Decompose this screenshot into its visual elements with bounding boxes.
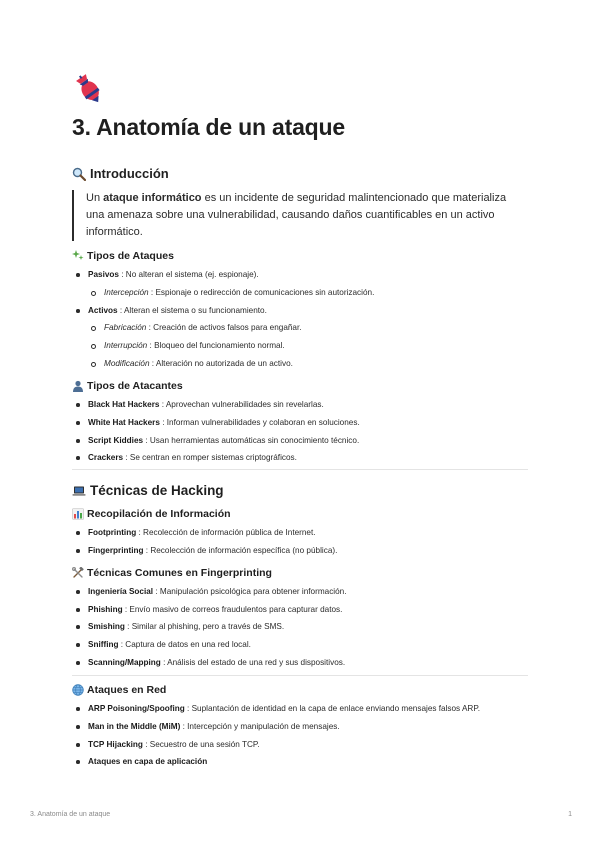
item-desc: : Envío masivo de correos fraudulentos para capturar datos. [124, 605, 343, 614]
item-term: Activos [88, 306, 118, 315]
red-heading-text: Ataques en Red [87, 684, 167, 696]
list-item [88, 622, 284, 631]
item-term: Fabricación [104, 323, 147, 332]
item-term: Ataques en capa de aplicación [88, 757, 208, 766]
red-heading [72, 684, 166, 696]
item-desc: : Se centran en romper sistemas criptográficos. [125, 453, 297, 462]
item-desc: : Similar al phishing, pero a través de SMS. [127, 622, 285, 631]
list-item [104, 288, 374, 297]
item-desc: : Secuestro de una sesión TCP. [145, 740, 260, 749]
tipos-ataques-heading-text: Tipos de Ataques [87, 250, 174, 262]
recopilacion-heading [72, 508, 231, 520]
list-item [88, 722, 340, 731]
footer-title: 3. Anatomía de un ataque [30, 811, 111, 818]
item-term: Scanning/Mapping [88, 658, 161, 667]
item-term: Pasivos [88, 270, 119, 279]
item-term: Phishing [88, 605, 123, 614]
item-desc: : Espionaje o redirección de comunicaciones sin autorización. [150, 288, 375, 297]
item-term: Ingeniería Social [88, 587, 154, 596]
item-desc: : Análisis del estado de una red y sus dispositivos. [163, 658, 346, 667]
sparkles-icon [72, 250, 84, 262]
item-desc: : Creación de activos falsos para engañar. [148, 323, 302, 332]
intro-heading [72, 166, 169, 181]
list-item [88, 528, 316, 537]
divider [72, 675, 528, 676]
item-desc: : Captura de datos en una red local. [120, 640, 251, 649]
laptop-icon [72, 484, 86, 498]
list-item [88, 704, 480, 713]
item-term: Script Kiddies [88, 436, 144, 445]
list-item [88, 306, 267, 315]
item-desc: : Informan vulnerabilidades y colaboran en soluciones. [162, 418, 360, 427]
item-term: TCP Hijacking [88, 740, 143, 749]
tipos-atacantes-heading [72, 380, 183, 392]
list-item [88, 453, 297, 462]
globe-icon [72, 684, 84, 696]
item-term: Intercepción [104, 288, 149, 297]
item-desc: : Alteración no autorizada de un activo. [151, 359, 293, 368]
list-item [88, 587, 347, 596]
item-term: Man in the Middle (MiM) [88, 722, 181, 731]
list-item [104, 359, 293, 368]
list-item [88, 740, 260, 749]
item-desc: : Suplantación de identidad en la capa de enlace enviando mensajes falsos ARP. [187, 704, 481, 713]
list-item [88, 658, 345, 667]
intro-heading-text: Introducción [90, 166, 169, 181]
item-term: Footprinting [88, 528, 137, 537]
tecnicas-heading-text: Técnicas de Hacking [90, 483, 224, 498]
list-item [88, 270, 259, 279]
quote-text-bold: ataque informático [103, 192, 202, 204]
tipos-atacantes-heading-text: Tipos de Atacantes [87, 380, 183, 392]
list-item [88, 436, 359, 445]
item-term: Fingerprinting [88, 546, 144, 555]
tipos-ataques-heading [72, 250, 174, 262]
list-item [88, 418, 360, 427]
intro-quote [72, 190, 526, 241]
item-desc: : Alteran el sistema o su funcionamiento. [119, 306, 267, 315]
recopilacion-heading-text: Recopilación de Información [87, 508, 231, 520]
bar-chart-icon [72, 508, 84, 520]
item-desc: : Recolección de información pública de Internet. [138, 528, 316, 537]
item-term: Modificación [104, 359, 150, 368]
list-item [104, 323, 302, 332]
item-term: ARP Poisoning/Spoofing [88, 704, 185, 713]
page-title: 3. Anatomía de un ataque [72, 114, 345, 140]
person-silhouette-icon [72, 380, 84, 392]
item-desc: : Manipulación psicológica para obtener información. [155, 587, 347, 596]
tecnicas-heading [72, 483, 224, 498]
item-term: Sniffing [88, 640, 119, 649]
bomb-icon [72, 72, 106, 106]
item-desc: : Usan herramientas automáticas sin conocimiento técnico. [145, 436, 360, 445]
item-desc: : Recolección de información específica (no pública). [145, 546, 338, 555]
item-desc: : Intercepción y manipulación de mensajes. [182, 722, 340, 731]
list-item [104, 341, 285, 350]
list-item [88, 605, 342, 614]
list-item [88, 546, 337, 555]
item-term: White Hat Hackers [88, 418, 160, 427]
comunes-heading [72, 567, 272, 579]
list-item [88, 640, 251, 649]
page-number: 1 [568, 811, 572, 818]
item-term: Interrupción [104, 341, 148, 350]
comunes-heading-text: Técnicas Comunes en Fingerprinting [87, 567, 272, 579]
quote-text-pre: Un [86, 192, 104, 204]
magnifier-icon [72, 167, 86, 181]
divider [72, 469, 528, 470]
quote-text-post: es un incidente de seguridad malintencionado que materializa una amenaza sobre una vulnerabilidad, causando daños cuantificables en un activo informático. [86, 192, 507, 238]
list-item [88, 400, 324, 409]
item-desc: : No alteran el sistema (ej. espionaje). [121, 270, 259, 279]
hammer-wrench-icon [72, 567, 84, 579]
item-term: Smishing [88, 622, 125, 631]
item-term: Black Hat Hackers [88, 400, 160, 409]
item-term: Crackers [88, 453, 124, 462]
item-desc: : Bloqueo del funcionamiento normal. [149, 341, 285, 350]
item-desc: : Aprovechan vulnerabilidades sin revelarlas. [161, 400, 324, 409]
list-item [88, 757, 207, 766]
